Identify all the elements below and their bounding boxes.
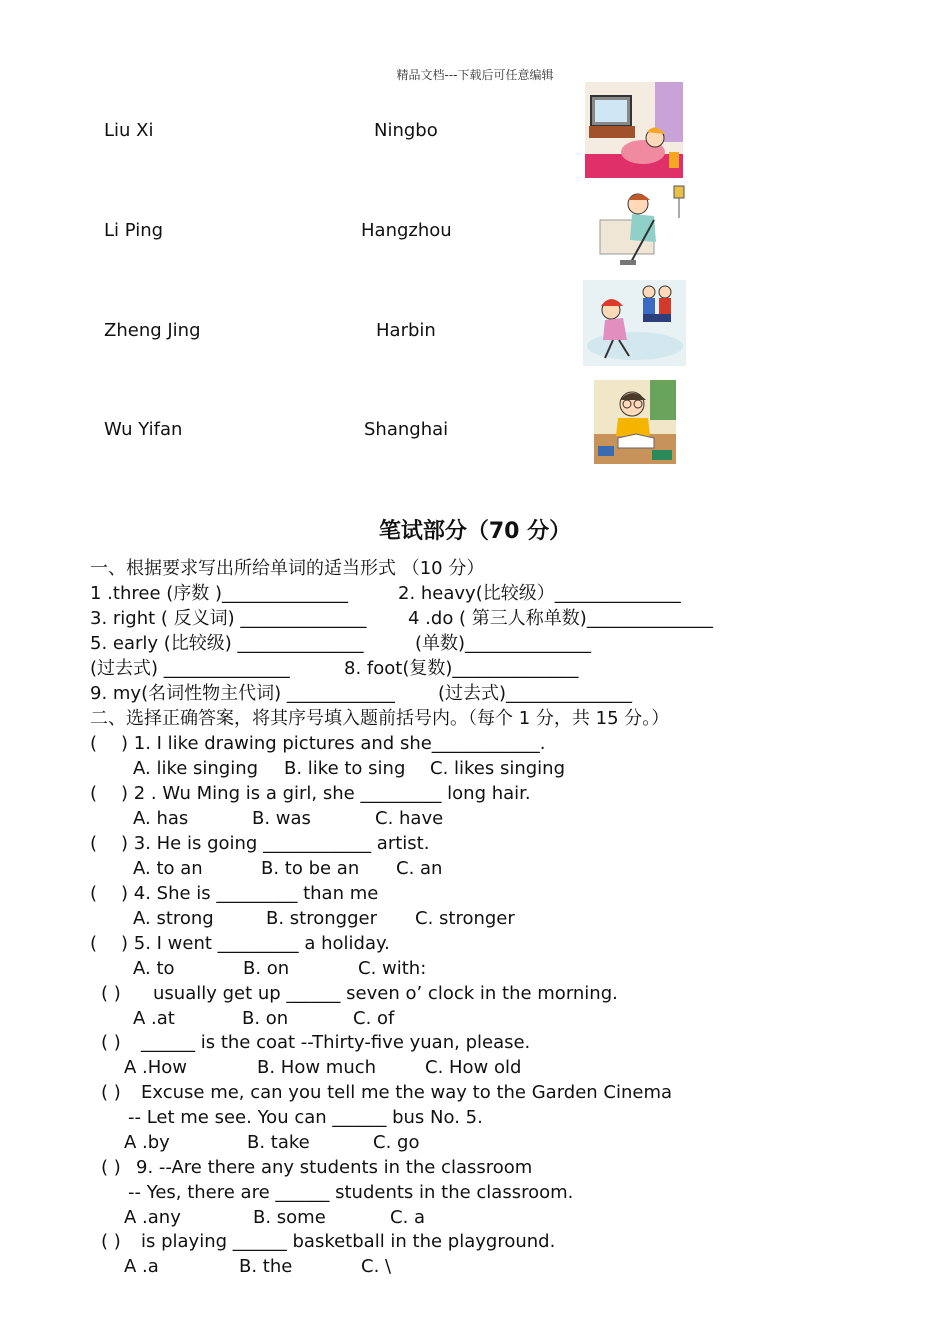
option-a: A. has [133,808,189,829]
answer-bracket[interactable]: ( [90,933,98,954]
page-header: 精品文档---下载后可任意编辑 [396,68,554,82]
option-c: C. go [373,1132,420,1153]
option-b: B. on [243,958,290,979]
option-b: B. How much [257,1057,377,1078]
name-zheng-jing: Zheng Jing [104,320,201,341]
option-a: A .a [124,1256,159,1277]
options-row [90,1055,850,1080]
question-text: ) 3. He is going ____________ artist. [121,833,430,854]
answer-bracket[interactable]: ( [90,883,98,904]
question-text: ) 5. I went _________ a holiday. [121,933,390,954]
reply-text: -- Yes, there are ______ students in the classroom. [128,1182,574,1203]
option-b: B. on [242,1008,289,1029]
option-a: A .by [124,1132,170,1153]
section1-row [90,631,850,656]
name-wu-yifan: Wu Yifan [104,419,183,440]
options-row [90,1130,850,1155]
answer-bracket[interactable]: ( ) [101,1032,121,1053]
name-li-ping: Li Ping [104,220,164,241]
section1-item: 8. foot(复数)______________ [344,658,579,679]
section1-item: 2. heavy(比较级）______________ [398,583,681,604]
option-a: A. to an [133,858,203,879]
option-a: A. to [133,958,175,979]
option-a: A. like singing [133,758,259,779]
option-b: B. like to sing [284,758,406,779]
question-text: ) 1. I like drawing pictures and she____________. [121,733,546,754]
city-harbin: Harbin [376,320,436,341]
section1-row [90,656,850,681]
option-c: C. stronger [415,908,515,929]
option-b: B. take [247,1132,310,1153]
reading-illustration [594,380,676,464]
options-row [90,756,850,781]
question-text: ) 2 . Wu Ming is a girl, she _________ long hair. [121,783,531,804]
section1-item: 4 .do ( 第三人称单数)______________ [408,608,713,629]
option-c: C. have [375,808,444,829]
option-c: C. an [396,858,443,879]
option-b: B. to be an [261,858,360,879]
section1-item: 9. my(名词性物主代词) ____________ [90,683,395,704]
section1-row [90,581,850,606]
question-text: usually get up ______ seven o’ clock in the morning. [153,983,618,1004]
sweeping-illustration [596,182,688,268]
question-subline [90,1105,850,1130]
option-c: C. likes singing [430,758,566,779]
options-row [90,1205,850,1230]
options-row [90,856,850,881]
option-b: B. some [253,1207,326,1228]
answer-bracket[interactable]: ( ) [101,1157,121,1178]
answer-bracket[interactable]: ( ) [101,983,121,1004]
question-subline [90,1180,850,1205]
question-text: Excuse me, can you tell me the way to the Garden Cinema [141,1082,673,1103]
option-c: C. \ [361,1256,392,1277]
answer-bracket[interactable]: ( ) [101,1231,121,1252]
question-3 [90,831,850,856]
question-text: ) 4. She is _________ than me [121,883,379,904]
question-text: is playing ______ basketball in the playground. [141,1231,556,1252]
question-4 [90,881,850,906]
options-row [90,956,850,981]
option-b: B. strongger [266,908,377,929]
options-row [90,906,850,931]
question-10 [90,1229,850,1254]
section1-item: (单数)______________ [415,633,592,654]
option-b: B. was [252,808,311,829]
skating-illustration [583,280,686,366]
answer-bracket[interactable]: ( [90,833,98,854]
section2-heading: 二、选择正确答案，将其序号填入题前括号内。（每个 1 分，共 15 分。） [90,708,670,729]
city-ningbo: Ningbo [374,120,438,141]
question-text: ______ is the coat --Thirty-five yuan, please. [141,1032,531,1053]
tv-watching-illustration [585,82,683,178]
city-hangzhou: Hangzhou [361,220,452,241]
question-text: 9. --Are there any students in the classroom [136,1157,533,1178]
city-shanghai: Shanghai [364,419,449,440]
question-8 [90,1080,850,1105]
section1-row [90,606,850,631]
options-row [90,1254,850,1279]
option-c: C. How old [425,1057,522,1078]
section1-row [90,681,850,706]
section1-item: 1 .three (序数 )______________ [90,583,349,604]
answer-bracket[interactable]: ( [90,783,98,804]
question-9 [90,1155,850,1180]
section-title: 笔试部分（70 分） [378,519,572,544]
reply-text: -- Let me see. You can ______ bus No. 5. [128,1107,483,1128]
section1-heading: 一、根据要求写出所给单词的适当形式 （10 分） [90,558,485,579]
name-liu-xi: Liu Xi [104,120,154,141]
question-1 [90,731,850,756]
question-2 [90,781,850,806]
option-a: A .How [124,1057,188,1078]
option-a: A .at [133,1008,175,1029]
answer-bracket[interactable]: ( [90,733,98,754]
option-c: C. with: [358,958,427,979]
option-c: C. of [353,1008,395,1029]
option-a: A .any [124,1207,181,1228]
option-c: C. a [390,1207,426,1228]
options-row [90,806,850,831]
section1-item: 3. right ( 反义词) ______________ [90,608,367,629]
section1-item: (过去式) ______________ [90,658,290,679]
section1-item: (过去式)______________ [438,683,633,704]
options-row [90,1006,850,1031]
question-7 [90,1030,850,1055]
section1-item: 5. early (比较级) ______________ [90,633,364,654]
question-5 [90,931,850,956]
question-6 [90,981,850,1006]
option-a: A. strong [133,908,214,929]
answer-bracket[interactable]: ( ) [101,1082,121,1103]
option-b: B. the [239,1256,293,1277]
